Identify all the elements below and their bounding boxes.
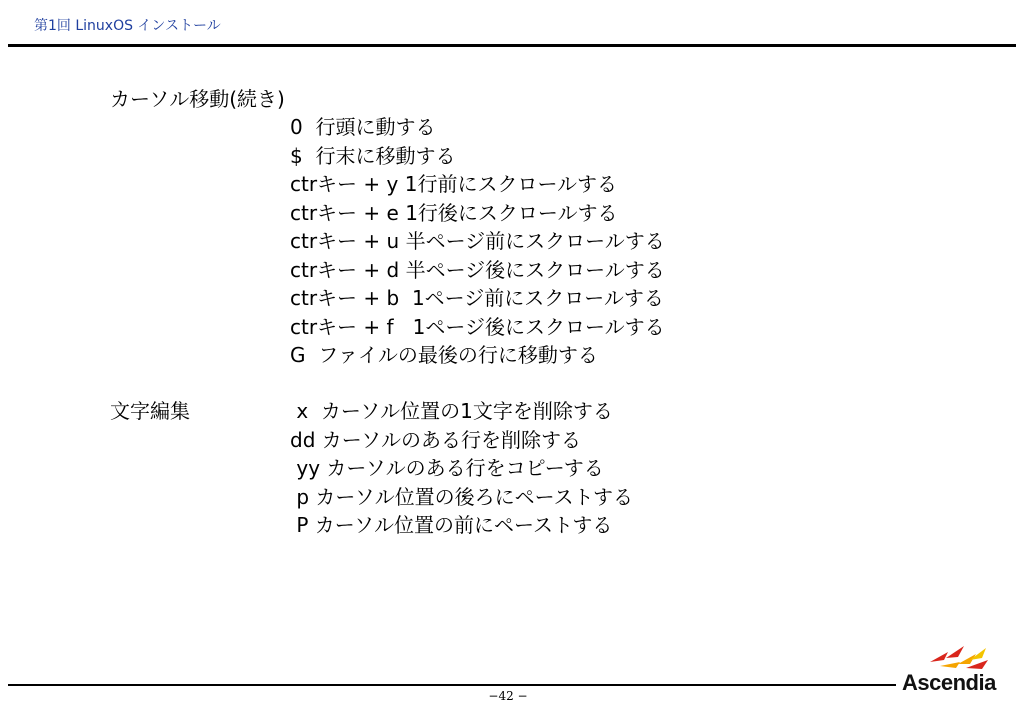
footer-divider [8, 684, 896, 686]
list-item: ctrキー + b 1ページ前にスクロールする [290, 286, 664, 310]
edit-section-heading: 文字編集 [110, 399, 190, 423]
header-divider [8, 44, 1016, 47]
logo-wordmark: Ascendia [902, 670, 996, 695]
list-item: ctrキー + e 1行後にスクロールする [290, 200, 618, 225]
list-item: ctrキー + f 1ページ後にスクロールする [290, 314, 665, 339]
list-item: yy カーソルのある行をコピーする [290, 456, 604, 480]
list-item: P カーソル位置の前にペーストする [290, 513, 613, 537]
list-item: dd カーソルのある行を削除する [290, 427, 581, 452]
list-item: ctrキー + y 1行前にスクロールする [290, 172, 618, 196]
list-item: 0 行頭に動する [290, 115, 436, 139]
list-item: p カーソル位置の後ろにペーストする [290, 484, 634, 509]
page-header-title: 第1回 LinuxOS インストール [34, 18, 221, 34]
list-item: G ファイルの最後の行に移動する [290, 343, 598, 367]
page-number: −42 − [488, 689, 528, 703]
list-item: ctrキー + d 半ページ後にスクロールする [290, 257, 665, 282]
cursor-command-list [290, 113, 665, 370]
edit-command-list [290, 397, 633, 540]
cursor-section-heading: カーソル移動(続き) [110, 87, 285, 111]
list-item: $ 行末に移動する [290, 143, 456, 168]
list-item: x カーソル位置の1文字を削除する [290, 399, 613, 423]
list-item: ctrキー + u 半ページ前にスクロールする [290, 229, 665, 253]
ascendia-logo [900, 642, 1010, 702]
